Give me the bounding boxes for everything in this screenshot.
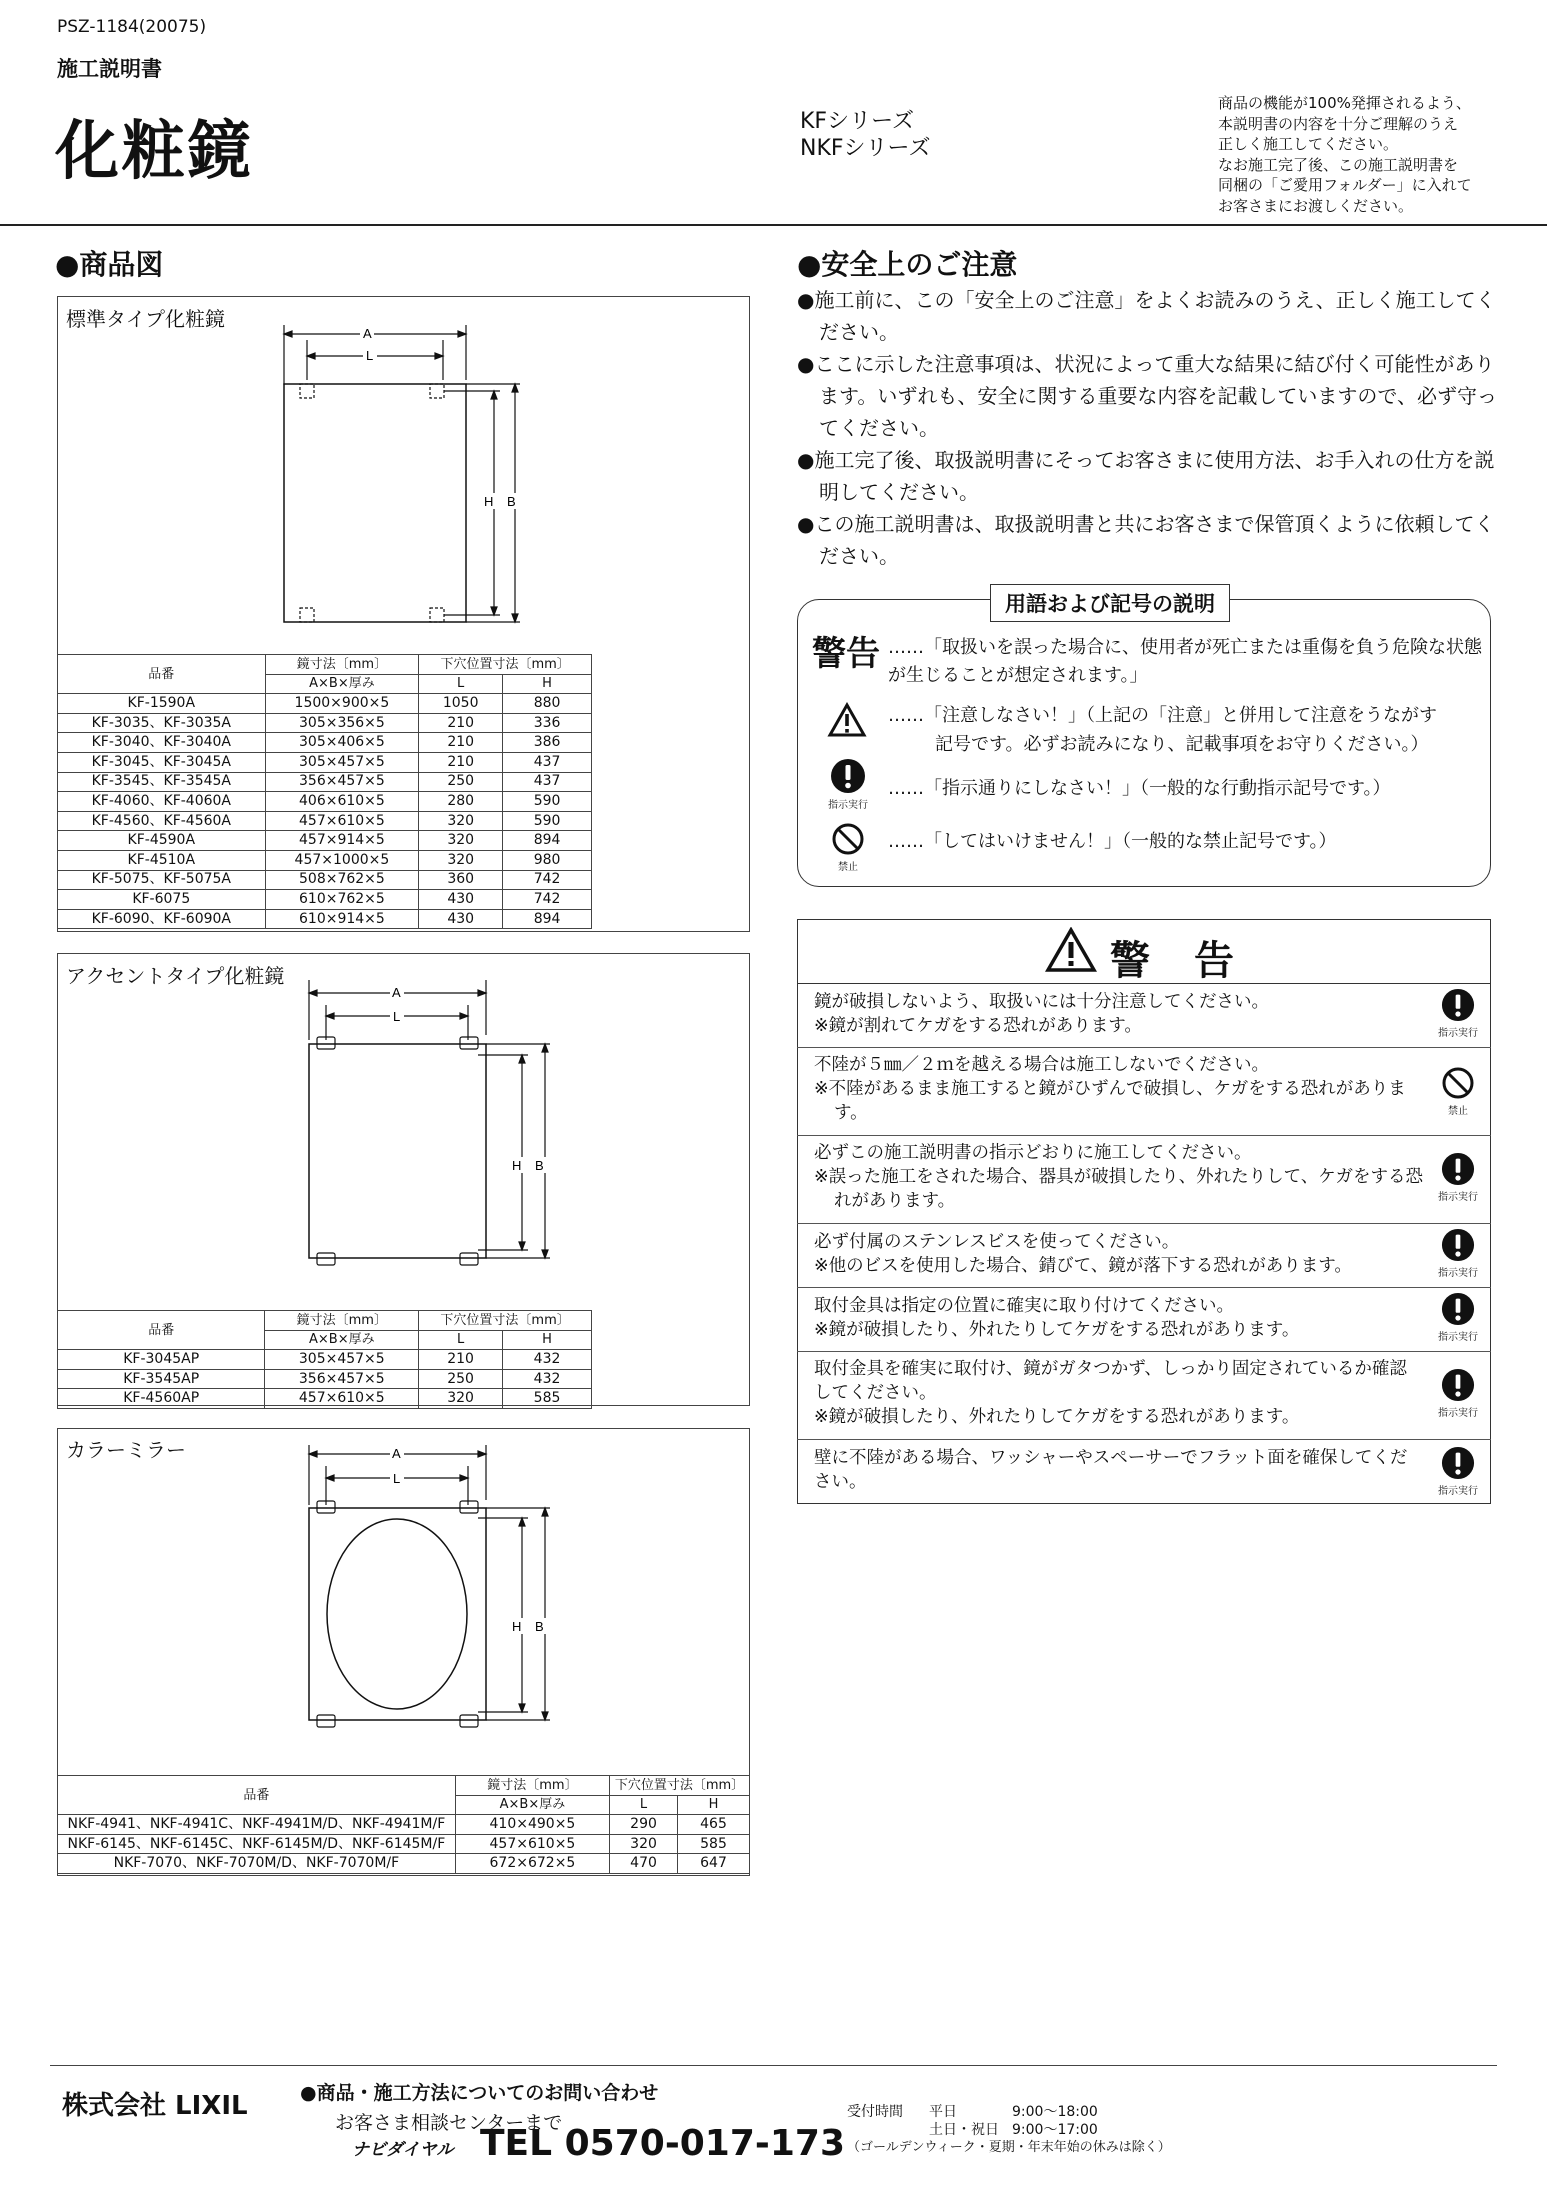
warning-row-icon — [1435, 1228, 1481, 1279]
table-row — [58, 1854, 750, 1874]
safety-bullet: ●ここに示した注意事項は、状況によって重大な結果に結び付く可能性があります。いずれも、安全に関する重要な内容を記載していますので、必ず守ってください。 — [797, 352, 1497, 440]
table-cell: 386 — [503, 733, 592, 753]
table-cell: 1500×900×5 — [265, 694, 419, 714]
table-cell: 320 — [419, 850, 503, 870]
table-row — [58, 1815, 750, 1835]
table-cell: 894 — [503, 909, 592, 929]
header-mirror-size-sub: A×B×厚み — [455, 1795, 609, 1815]
table-cell: 356×457×5 — [265, 1369, 419, 1389]
dim-label-h: H — [512, 1158, 522, 1173]
table-cell: 250 — [419, 1369, 503, 1389]
legend-instruct-text: ……「指示通りにしなさい！」（一般的な行動指示記号です。） — [888, 778, 1391, 799]
table-cell: 742 — [503, 890, 592, 910]
safety-bullets — [797, 284, 1497, 572]
instruct-caption: 指示実行 — [1438, 1028, 1478, 1039]
dim-label-l: L — [393, 1009, 401, 1024]
prohibit-icon — [1441, 1066, 1475, 1100]
instruct-caption: 指示実行 — [1438, 1408, 1478, 1419]
header-l: L — [419, 1330, 503, 1350]
intro-line: 同梱の「ご愛用フォルダー」に入れて — [1218, 176, 1472, 194]
table-cell: KF-6090、KF-6090A — [58, 909, 266, 929]
color-spec-table — [57, 1775, 750, 1874]
table-row — [58, 1350, 592, 1370]
table-cell: 742 — [503, 870, 592, 890]
dim-label-a: A — [392, 985, 401, 1000]
table-cell: 457×610×5 — [265, 1389, 419, 1409]
table-cell: KF-4510A — [58, 850, 266, 870]
safety-bullet: ●施工前に、この「安全上のご注意」をよくお読みのうえ、正しく施工してください。 — [797, 288, 1496, 344]
table-cell: 410×490×5 — [455, 1815, 609, 1835]
table-cell: 457×914×5 — [265, 831, 419, 851]
warning-row-text — [814, 1230, 1424, 1278]
table-row — [58, 811, 592, 831]
instruct-icon — [1441, 1446, 1475, 1480]
table-row — [58, 909, 592, 929]
intro-line: 商品の機能が100%発揮されるよう、 — [1218, 94, 1471, 112]
instruct-icon — [1441, 1152, 1475, 1186]
warning-row-text — [814, 1141, 1424, 1213]
instruct-caption: 指示実行 — [828, 800, 868, 811]
table-cell: 406×610×5 — [265, 792, 419, 812]
table-cell: 437 — [503, 772, 592, 792]
series-kf: KFシリーズ — [800, 109, 914, 134]
header-hole-pos: 下穴位置寸法〔mm〕 — [419, 1311, 592, 1331]
header-hole-pos: 下穴位置寸法〔mm〕 — [419, 655, 592, 675]
table-row — [58, 850, 592, 870]
legend-caution-text-2: 記号です。必ずお読みになり、記載事項をお守りください。） — [935, 734, 1429, 755]
warning-note-line: ※他のビスを使用した場合、錆びて、鏡が落下する恐れがあります。 — [814, 1256, 1352, 1276]
warning-row-icon — [1435, 1368, 1481, 1419]
legend-warning-text: ……「取扱いを誤った場合に、使用者が死亡または重傷を負う危険な状態が生じることが想定されます。」 — [888, 637, 1482, 686]
dim-label-a: A — [363, 326, 372, 341]
header-h: H — [503, 674, 592, 694]
warning-main-line: 不陸が５㎜／２ｍを越える場合は施工しないでください。 — [814, 1055, 1269, 1075]
accent-spec-table — [57, 1310, 592, 1409]
instruct-icon — [1441, 1292, 1475, 1326]
intro-line: 本説明書の内容を十分ご理解のうえ — [1218, 114, 1459, 133]
table-cell: 432 — [503, 1350, 592, 1370]
footer-divider — [50, 2065, 1497, 2066]
table-cell: 305×457×5 — [265, 1350, 419, 1370]
table-cell: KF-4060、KF-4060A — [58, 792, 266, 812]
header-hole-pos: 下穴位置寸法〔mm〕 — [610, 1776, 750, 1796]
weekday-hours: 9:00～18:00 — [1012, 2104, 1098, 2120]
symbol-legend-title: 用語および記号の説明 — [990, 584, 1230, 622]
table-cell: 1050 — [419, 694, 503, 714]
instruct-icon — [1441, 1228, 1475, 1262]
table-cell: KF-5075、KF-5075A — [58, 870, 266, 890]
intro-line: お客さまにお渡しください。 — [1218, 196, 1414, 215]
dim-label-b: B — [535, 1158, 544, 1173]
instruct-icon — [830, 758, 866, 794]
header-model: 品番 — [58, 655, 266, 694]
table-cell: 320 — [419, 1389, 503, 1409]
table-cell: 894 — [503, 831, 592, 851]
table-cell: 585 — [678, 1834, 750, 1854]
header-mirror-size: 鏡寸法〔mm〕 — [265, 655, 419, 675]
table-cell: 672×672×5 — [455, 1854, 609, 1874]
color-label: カラーミラー — [66, 1438, 186, 1462]
weekend-hours: 9:00～17:00 — [1012, 2122, 1098, 2138]
table-cell: KF-3035、KF-3035A — [58, 713, 266, 733]
table-cell: 437 — [503, 752, 592, 772]
instruct-caption: 指示実行 — [1438, 1192, 1478, 1203]
table-cell: NKF-6145、NKF-6145C、NKF-6145M/D、NKF-6145M/F — [58, 1834, 456, 1854]
contact-heading: ●商品・施工方法についてのお問い合わせ — [300, 2082, 659, 2104]
table-cell: 610×914×5 — [265, 909, 419, 929]
table-cell: 336 — [503, 713, 592, 733]
warning-row-icon — [1435, 1446, 1481, 1497]
instruct-icon — [1441, 988, 1475, 1022]
warning-heading: 警告 — [1110, 938, 1278, 984]
table-row — [58, 1389, 592, 1409]
warning-triangle-icon — [1045, 927, 1097, 973]
header-divider — [0, 224, 1547, 226]
table-cell: 457×1000×5 — [265, 850, 419, 870]
standard-label: 標準タイプ化粧鏡 — [66, 307, 225, 331]
intro-line: 正しく施工してください。 — [1218, 135, 1399, 153]
product-section-title: ●商品図 — [55, 248, 164, 281]
table-cell: KF-4560AP — [58, 1389, 265, 1409]
instruct-caption: 指示実行 — [1438, 1486, 1478, 1497]
legend-prohibit-icon-wrap — [825, 822, 871, 873]
table-cell: 980 — [503, 850, 592, 870]
dim-label-l: L — [366, 348, 374, 363]
header-model: 品番 — [58, 1776, 456, 1815]
page-title: 化粧鏡 — [55, 115, 253, 189]
table-cell: 280 — [419, 792, 503, 812]
warning-main-line: 取付金具を確実に取付け、鏡がガタつかず、しっかり固定されているか確認してください。 — [814, 1359, 1407, 1403]
table-cell: KF-3045、KF-3045A — [58, 752, 266, 772]
instruct-icon — [1441, 1368, 1475, 1402]
table-row — [58, 1369, 592, 1389]
table-cell: 590 — [503, 811, 592, 831]
warning-row-icon — [1435, 988, 1481, 1039]
warning-main-line: 鏡が破損しないよう、取扱いには十分注意してください。 — [814, 992, 1269, 1012]
hours-note: （ゴールデンウィーク・夏期・年末年始の休みは除く） — [847, 2140, 1171, 2155]
table-cell: 432 — [503, 1369, 592, 1389]
contact-center: お客さま相談センターまで — [335, 2112, 563, 2134]
hours-label: 受付時間 — [847, 2104, 903, 2120]
table-cell: 360 — [419, 870, 503, 890]
standard-mirror-diagram — [260, 320, 540, 640]
intro-line: なお施工完了後、この施工説明書を — [1218, 155, 1459, 174]
warning-row-text — [814, 1294, 1424, 1342]
table-cell: KF-3545AP — [58, 1369, 265, 1389]
table-row — [58, 831, 592, 851]
phone-number: TEL 0570-017-173 — [480, 2123, 845, 2164]
caution-triangle-icon — [827, 702, 867, 738]
table-cell: 320 — [419, 831, 503, 851]
warning-main-line: 必ず付属のステンレスビスを使ってください。 — [814, 1232, 1180, 1252]
legend-caution-text-1: ……「注意しなさい！」（上記の「注意」と併用して注意をうながす — [888, 705, 1437, 726]
table-cell: KF-3040、KF-3040A — [58, 733, 266, 753]
dim-label-a: A — [392, 1446, 401, 1461]
dim-label-h: H — [512, 1619, 522, 1634]
header-mirror-size-sub: A×B×厚み — [265, 1330, 419, 1350]
table-cell: 590 — [503, 792, 592, 812]
table-cell: 320 — [419, 811, 503, 831]
table-row — [58, 890, 592, 910]
table-cell: 457×610×5 — [265, 811, 419, 831]
instruct-caption: 指示実行 — [1438, 1268, 1478, 1279]
instruct-caption: 指示実行 — [1438, 1332, 1478, 1343]
table-cell: 320 — [610, 1834, 678, 1854]
prohibit-icon — [831, 822, 865, 856]
table-cell: KF-4590A — [58, 831, 266, 851]
series-list — [800, 108, 930, 162]
standard-spec-table — [57, 654, 592, 929]
table-row — [58, 870, 592, 890]
accent-label: アクセントタイプ化粧鏡 — [66, 964, 285, 988]
table-cell: 305×356×5 — [265, 713, 419, 733]
header-h: H — [678, 1795, 750, 1815]
legend-instruct-icon-wrap — [825, 758, 871, 811]
warning-main-line: 必ずこの施工説明書の指示どおりに施工してください。 — [814, 1143, 1252, 1163]
warning-row-text — [814, 1357, 1424, 1429]
prohibit-caption: 禁止 — [1448, 1106, 1468, 1117]
warning-main-line: 壁に不陸がある場合、ワッシャーやスペーサーでフラット面を確保してください。 — [814, 1448, 1408, 1492]
safety-section-title: ●安全上のご注意 — [797, 248, 1018, 281]
accent-mirror-diagram — [300, 975, 580, 1295]
table-cell: 210 — [419, 752, 503, 772]
warning-row-icon — [1435, 1292, 1481, 1343]
header-model: 品番 — [58, 1311, 265, 1350]
warning-note-line: ※鏡が破損したり、外れたりしてケガをする恐れがあります。 — [814, 1320, 1300, 1340]
weekend-label: 土日・祝日 — [929, 2122, 999, 2138]
header-h: H — [503, 1330, 592, 1350]
table-cell: 210 — [419, 1350, 503, 1370]
table-cell: 508×762×5 — [265, 870, 419, 890]
table-cell: 647 — [678, 1854, 750, 1874]
table-cell: 585 — [503, 1389, 592, 1409]
document-code: PSZ-1184(20075) — [57, 17, 207, 37]
table-cell: 430 — [419, 890, 503, 910]
header-mirror-size: 鏡寸法〔mm〕 — [265, 1311, 419, 1331]
safety-bullet: ●施工完了後、取扱説明書にそってお客さまに使用方法、お手入れの仕方を説明してください。 — [797, 448, 1495, 504]
company-name: 株式会社 LIXIL — [62, 2091, 248, 2121]
table-cell: 250 — [419, 772, 503, 792]
safety-bullet: ●この施工説明書は、取扱説明書と共にお客さまで保管頂くように依頼してください。 — [797, 512, 1495, 568]
table-cell: KF-6075 — [58, 890, 266, 910]
table-cell: 305×457×5 — [265, 752, 419, 772]
document-type: 施工説明書 — [57, 57, 162, 81]
table-cell: 470 — [610, 1854, 678, 1874]
dim-label-b: B — [507, 494, 516, 509]
table-cell: KF-3045AP — [58, 1350, 265, 1370]
dim-label-h: H — [484, 494, 494, 509]
header-l: L — [610, 1795, 678, 1815]
dim-label-b: B — [535, 1619, 544, 1634]
warning-main-line: 取付金具は指定の位置に確実に取り付けてください。 — [814, 1296, 1234, 1316]
warning-row-text — [814, 1446, 1424, 1494]
table-cell: 356×457×5 — [265, 772, 419, 792]
color-mirror-diagram — [300, 1440, 580, 1760]
warning-note-line: ※鏡が割れてケガをする恐れがあります。 — [814, 1016, 1142, 1036]
table-row — [58, 713, 592, 733]
warning-note-line: ※誤った施工をされた場合、器具が破損したり、外れたりして、ケガをする恐れがあります。 — [814, 1167, 1423, 1211]
table-row — [58, 792, 592, 812]
table-row — [58, 772, 592, 792]
legend-warning-word: 警告 — [812, 634, 880, 674]
business-hours — [847, 2103, 1171, 2157]
table-row — [58, 733, 592, 753]
table-row — [58, 1834, 750, 1854]
table-cell: KF-3545、KF-3545A — [58, 772, 266, 792]
warning-row-text — [814, 990, 1424, 1038]
table-cell: KF-1590A — [58, 694, 266, 714]
table-cell: 290 — [610, 1815, 678, 1835]
series-nkf: NKFシリーズ — [800, 136, 931, 161]
header-mirror-size-sub: A×B×厚み — [265, 674, 419, 694]
table-cell: NKF-7070、NKF-7070M/D、NKF-7070M/F — [58, 1854, 456, 1874]
table-cell: KF-4560、KF-4560A — [58, 811, 266, 831]
warning-row-icon — [1435, 1152, 1481, 1203]
warning-note-line: ※鏡が破損したり、外れたりしてケガをする恐れがあります。 — [814, 1407, 1300, 1427]
legend-prohibit-text: ……「してはいけません！」（一般的な禁止記号です。） — [888, 831, 1337, 852]
table-cell: 610×762×5 — [265, 890, 419, 910]
prohibit-caption: 禁止 — [838, 862, 858, 873]
table-row — [58, 752, 592, 772]
table-cell: NKF-4941、NKF-4941C、NKF-4941M/D、NKF-4941M/F — [58, 1815, 456, 1835]
table-cell: 880 — [503, 694, 592, 714]
weekday-label: 平日 — [929, 2104, 957, 2120]
navi-dial-label: ナビダイヤル — [352, 2140, 454, 2160]
table-row — [58, 694, 592, 714]
table-cell: 465 — [678, 1815, 750, 1835]
warning-row-icon — [1435, 1066, 1481, 1117]
table-cell: 210 — [419, 733, 503, 753]
dim-label-l: L — [393, 1471, 401, 1486]
header-l: L — [419, 674, 503, 694]
warning-row-text — [814, 1053, 1424, 1125]
table-cell: 457×610×5 — [455, 1834, 609, 1854]
header-mirror-size: 鏡寸法〔mm〕 — [455, 1776, 609, 1796]
table-cell: 305×406×5 — [265, 733, 419, 753]
table-cell: 210 — [419, 713, 503, 733]
warning-note-line: ※不陸があるまま施工すると鏡がひずんで破損し、ケガをする恐れがあります。 — [814, 1079, 1406, 1123]
table-cell: 430 — [419, 909, 503, 929]
intro-note — [1218, 93, 1498, 216]
